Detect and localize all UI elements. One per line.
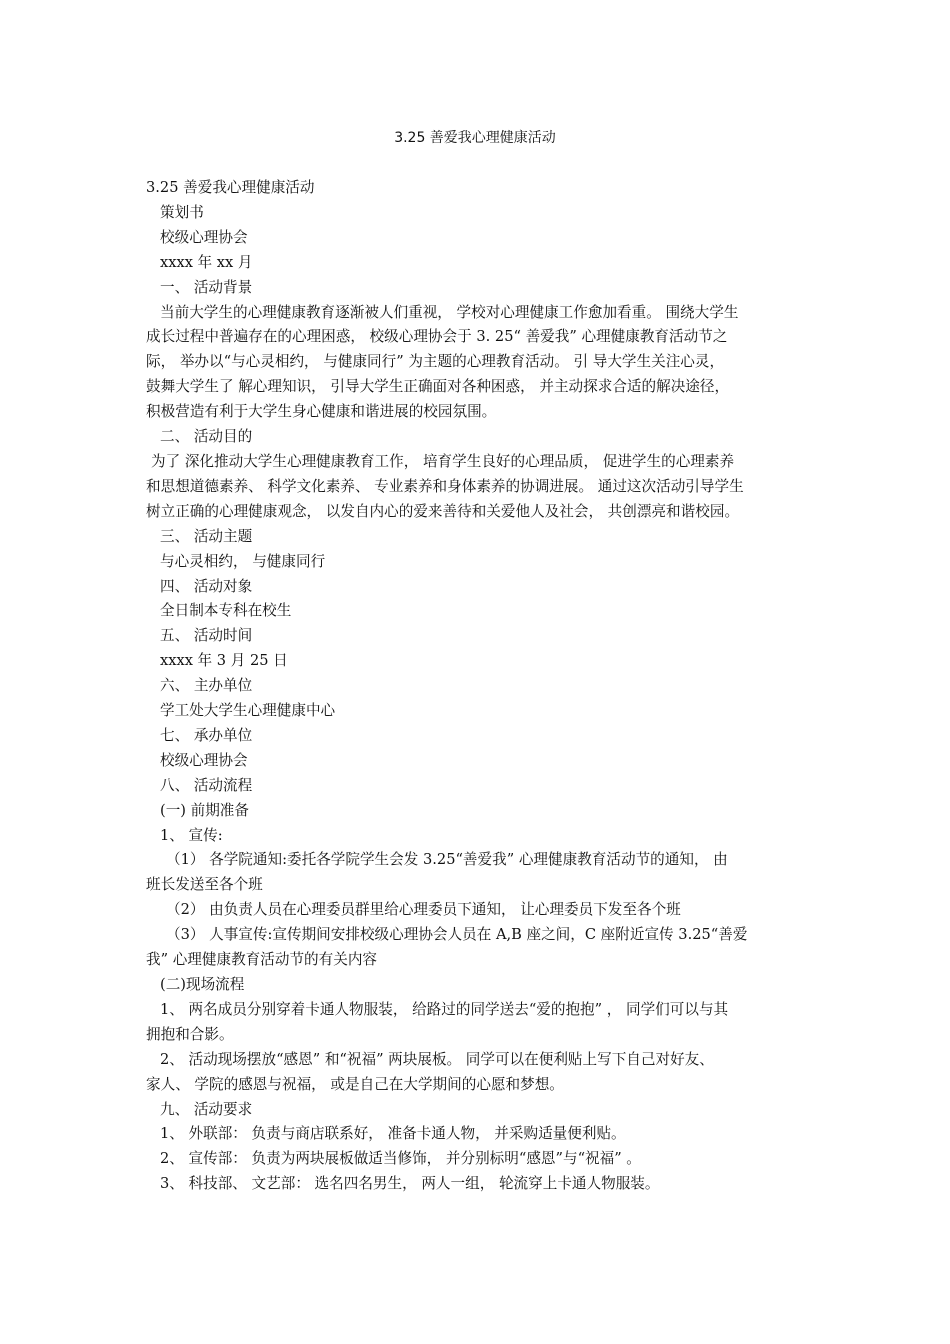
section-heading: 九、 活动要求 (160, 1100, 253, 1118)
body-line: 家人、 学院的感恩与祝福， 或是自己在大学期间的心愿和梦想。 (146, 1075, 564, 1093)
section-heading: 二、 活动目的 (160, 428, 253, 446)
body-line: 我” 心理健康教育活动节的有关内容 (146, 951, 378, 969)
body-line: （2） 由负责人员在心理委员群里给心理委员下通知， 让心理委员下发至各个班 (166, 901, 681, 919)
body-line: 1、 宣传: (160, 826, 223, 844)
body-line: xxxx 年 xx 月 (160, 253, 253, 271)
section-heading: 八、 活动流程 (160, 776, 253, 794)
section-heading: 三、 活动主题 (160, 527, 253, 545)
body-line: 际， 举办以“与心灵相约， 与健康同行” 为主题的心理教育活动。 引 导大学生关注心灵， (146, 353, 725, 371)
body-line: 校级心理协会 (160, 751, 248, 769)
body-line: 与心灵相约， 与健康同行 (160, 552, 326, 570)
body-line: 全日制本专科在校生 (160, 602, 292, 620)
body-line: 鼓舞大学生了 解心理知识， 引导大学生正确面对各种困惑， 并主动探求合适的解决途径， (146, 378, 730, 396)
subsection-heading: (一) 前期准备 (160, 801, 249, 819)
body-line: 策划书 (160, 203, 204, 221)
body-line: 3.25 善爱我心理健康活动 (146, 179, 315, 196)
document-body (146, 176, 810, 1197)
body-line: 拥抱和合影。 (146, 1025, 234, 1043)
body-line: （1） 各学院通知:委托各学院学生会发 3.25“善爱我” 心理健康教育活动节的通知， 由 (166, 851, 728, 869)
body-line: 和思想道德素养、 科学文化素养、 专业素养和身体素养的协调进展。 通过这次活动引导学生 (146, 477, 744, 495)
body-line: 学工处大学生心理健康中心 (160, 702, 336, 720)
body-line: 2、 宣传部： 负责为两块展板做适当修饰， 并分别标明“感恩”与“祝福” 。 (160, 1150, 641, 1168)
body-line: 为了 深化推动大学生心理健康教育工作， 培育学生良好的心理品质， 促进学生的心理素养 (151, 452, 735, 470)
section-heading: 一、 活动背景 (160, 278, 253, 296)
section-heading: 四、 活动对象 (160, 577, 253, 595)
body-line: 当前大学生的心理健康教育逐渐被人们重视， 学校对心理健康工作愈加看重。 围绕大学生 (160, 303, 739, 321)
section-heading: 七、 承办单位 (160, 726, 253, 744)
body-line: 校级心理协会 (160, 228, 248, 246)
body-line: 1、 外联部： 负责与商店联系好， 准备卡通人物， 并采购适量便利贴。 (160, 1125, 626, 1143)
section-heading: 六、 主办单位 (160, 677, 253, 695)
body-line: xxxx 年 3 月 25 日 (160, 652, 288, 670)
body-line: 班长发送至各个班 (146, 876, 263, 894)
body-line: 2、 活动现场摆放“感恩” 和“祝福” 两块展板。 同学可以在便利贴上写下自己对好友、 (160, 1050, 714, 1068)
body-line: 3、 科技部、 文艺部： 选名四名男生， 两人一组， 轮流穿上卡通人物服装。 (160, 1175, 660, 1193)
body-line: 积极营造有利于大学生身心健康和谐进展的校园氛围。 (146, 403, 497, 421)
document-title: 3.25 善爱我心理健康活动 (394, 130, 556, 146)
body-line: 1、 两名成员分别穿着卡通人物服装， 给路过的同学送去“爱的抱抱” ， 同学们可以与其 (160, 1000, 729, 1018)
body-line: 树立正确的心理健康观念， 以发自内心的爱来善待和关爱他人及社会， 共创漂亮和谐校园。 (146, 502, 740, 520)
body-line: （3） 人事宣传:宣传期间安排校级心理协会人员在 A,B 座之间，C 座附近宣传 3.25“善爱 (166, 926, 748, 944)
section-heading: 五、 活动时间 (160, 627, 253, 645)
body-line: 成长过程中普遍存在的心理困惑， 校级心理协会于 3. 25“ 善爱我” 心理健康教育活动节之 (146, 328, 728, 346)
subsection-heading: (二)现场流程 (160, 976, 245, 993)
